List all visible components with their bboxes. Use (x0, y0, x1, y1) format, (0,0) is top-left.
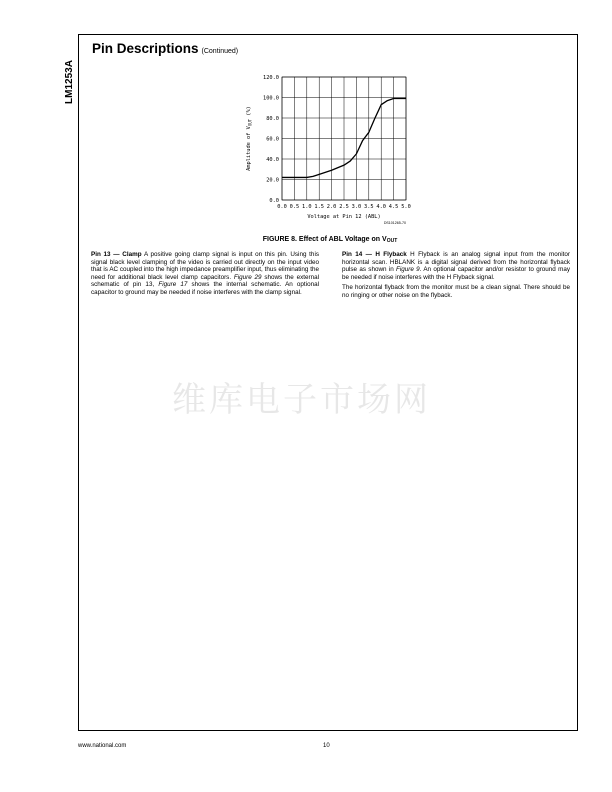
figure17-reference: Figure 17 (158, 281, 188, 289)
figure-code: DS101265-70 (383, 221, 406, 225)
y-tick-label: 0.0 (269, 198, 279, 204)
pin14-text-2: . An optional capacitor and/or resistor to ground may be needed if noise interferes with the H Flyback signal. (342, 266, 570, 281)
x-tick-label: 0.5 (289, 204, 300, 210)
x-tick-label: 2.0 (326, 204, 337, 210)
x-tick-label: 0.0 (277, 204, 287, 210)
x-tick-label: 2.5 (339, 204, 349, 210)
right-column (342, 251, 570, 303)
footer-website: www.national.com (78, 743, 127, 749)
pin13-text-1: A positive going clamp signal is input on this pin. Using this signal black level clamping of the video is carried out directly on the input video that is AC coupled into the high impedance preamplifier input, thus eliminating the need for additional black level clamp capacitors. (91, 251, 319, 281)
figure29-reference: Figure 29 (233, 273, 262, 281)
figure-caption (100, 235, 560, 246)
x-tick-label: 1.0 (302, 204, 312, 210)
abl-chart (230, 68, 430, 236)
pin14-text-1: H Flyback is an analog signal input from the monitor horizontal scan. HBLANK is a digital signal derived from the horizontal flyback pulse as shown in (342, 251, 571, 274)
footer-page-number: 10 (323, 743, 330, 749)
pin13-term: Pin 13 — Clamp (91, 251, 142, 258)
y-axis-label: Amplitude of $V_{OUT}$ (%) (246, 106, 253, 171)
x-tick-label: 5.0 (401, 204, 411, 210)
y-tick-label: 20.0 (266, 177, 279, 184)
y-tick-label: 60.0 (266, 136, 279, 143)
flyback-paragraph: The horizontal flyback from the monitor must be a clean signal. There should be no ringing or other noise on the flyback. (342, 284, 570, 299)
y-tick-label: 100.0 (263, 95, 279, 102)
y-tick-label: 80.0 (266, 116, 279, 122)
figure-caption-subscript: OUT (386, 238, 398, 244)
section-title-suffix: (Continued) (201, 48, 239, 55)
figure9-reference: Figure 9 (396, 266, 420, 274)
pin13-text-2: shows the external schematic of pin 13, (91, 273, 319, 289)
abl-chart-svg (230, 68, 430, 236)
x-tick-label: 4.0 (376, 204, 386, 210)
section-title: Pin Descriptions (92, 41, 199, 56)
part-number-text: LM1253A (64, 60, 75, 104)
pin14-paragraph (342, 251, 570, 281)
x-tick-label: 3.0 (351, 204, 362, 210)
figure-caption-main: FIGURE 8. Effect of ABL Voltage on V (262, 236, 387, 243)
x-tick-label: 3.5 (364, 204, 374, 210)
y-tick-label: 120.0 (263, 75, 279, 81)
pin13-paragraph (91, 251, 319, 297)
x-tick-label: 4.5 (388, 204, 399, 210)
section-heading (92, 40, 238, 61)
watermark-text: 维库电子市场网 (172, 380, 431, 420)
x-axis-label: Voltage at Pin 12 (ABL) (307, 214, 381, 220)
left-column (91, 251, 319, 300)
pin14-term: Pin 14 — H Flyback (342, 251, 407, 258)
y-tick-label: 40.0 (266, 157, 279, 163)
pin13-text-3: shows the internal schematic. An optional capacitor to ground may be needed if noise interferes with the clamp signal. (91, 281, 319, 296)
x-tick-label: 1.5 (314, 204, 324, 210)
part-number-sidebar (54, 38, 75, 128)
